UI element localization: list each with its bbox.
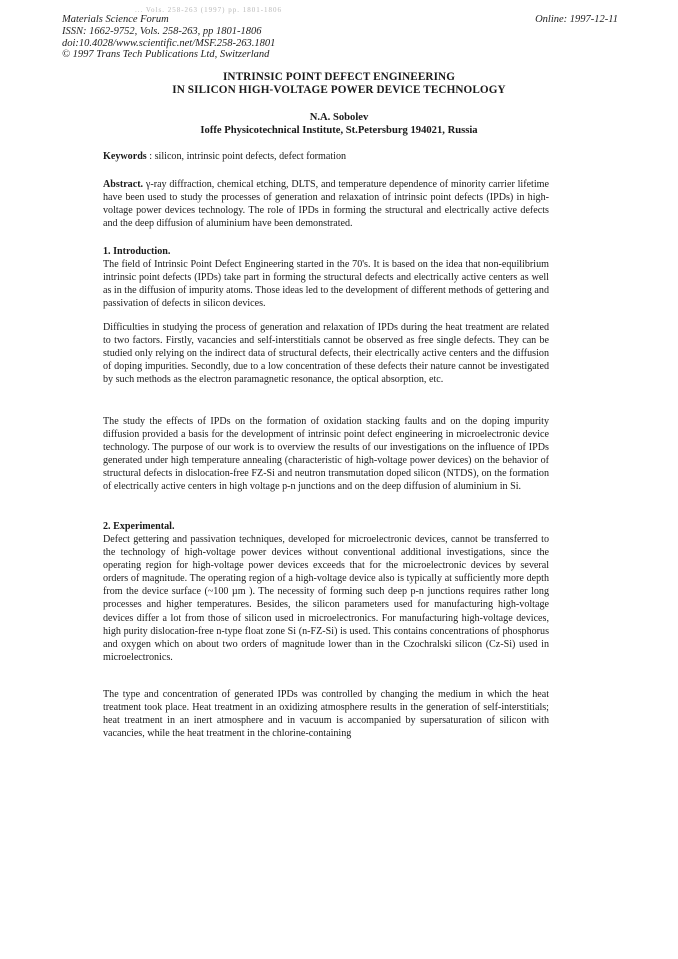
intro-paragraph-2: Difficulties in studying the process of generation and relaxation of IPDs during the heat treatment are related to two factors. Firstly, vacancies and self-interstitials cannot be observed as free single defects. They can be studied only relying on the indirect data of structural defects, their electrically active centers and the diffusion of doping impurities. Secondly, due to a low concentration of these defects their nature cannot be investigated by such methods as the electron paramagnetic resonance, the optical absorption, etc. xyxy=(103,322,549,386)
faint-citation-line: ... Vols. 258-263 (1997) pp. 1801-1806 xyxy=(135,6,283,14)
author-name: N.A. Sobolev xyxy=(309,112,369,123)
online-date: Online: 1997-12-11 xyxy=(535,14,618,25)
journal-name: Materials Science Forum xyxy=(62,14,169,25)
experimental-paragraph-2: The type and concentration of generated IPDs was controlled by changing the medium in which the heat treatment took place. Heat treatment in an oxidizing atmosphere results in the generation of self-interstitials; heat treatment in an inert atmosphere and in vacuum is accompanied by supersaturation of silicon with vacancies, while the heat treatment in the chlorine-containing xyxy=(103,689,549,740)
intro-paragraph-1: The field of Intrinsic Point Defect Engineering started in the 70's. It is based on the idea that non-equilibrium intrinsic point defects (IPDs) take part in forming the structural defects and electrically active centers as well as in the diffusion of impurity atoms. Those ideas led to the development of different methods of gettering and passivation of defects in silicon devices. xyxy=(103,259,549,310)
intro-paragraph-3: The study the effects of IPDs on the formation of oxidation stacking faults and on the doping impurity diffusion provided a basis for the development of intrinsic point defect engineering in microelectronic device technology. The purpose of our work is to overview the results of our investigations on the influence of IPDs generated under high temperature annealing (characteristic of high-voltage power devices) on the behavior of structural defects in dislocation-free FZ-Si and neutron transmutation doped silicon (NTDS), on the formation of electrically active centers in high voltage p-n junctions and on the deep diffusion of aluminium in Si. xyxy=(103,416,549,493)
doi-link[interactable]: doi:10.4028/www.scientific.net/MSF.258-263.1801 xyxy=(62,37,276,49)
author-affiliation: Ioffe Physicotechnical Institute, St.Petersburg 194021, Russia xyxy=(200,125,478,136)
keywords-text: : silicon, intrinsic point defects, defect formation xyxy=(146,151,347,162)
abstract xyxy=(103,178,549,230)
keywords-label: Keywords xyxy=(103,151,147,162)
title-line-1: INTRINSIC POINT DEFECT ENGINEERING xyxy=(222,71,456,83)
section-heading-introduction: 1. Introduction. xyxy=(103,246,171,257)
publication-header xyxy=(62,14,275,61)
keywords xyxy=(103,150,549,163)
copyright-line: © 1997 Trans Tech Publications Ltd, Switzerland xyxy=(62,49,270,61)
paper-title xyxy=(0,71,678,97)
author-block xyxy=(0,111,678,137)
experimental-paragraph-1: Defect gettering and passivation techniques, developed for microelectronic devices, cannot be transferred to the technology of high-voltage power devices without conventional additional investigations, since the operating region for high-voltage power devices exceeds that for the microelectronic devices by several orders of magnitude. The operating region of a high-voltage device also is typically at sufficiently more depth from the device surface (~100 µm ). The necessity of forming such deep p-n junctions requires rather long processes and higher temperatures. Besides, the silicon parameters used for manufacturing high-voltage devices differ a lot from those of silicon used in microelectronics. For manufacturing high-voltage devices, high purity dislocation-free n-type float zone Si (n-FZ-Si) is used. This contains concentrations of phosphorus and oxygen which on about two orders of magnitude lower than in the Czochralski silicon (Cz-Si) used in microelectronics. xyxy=(103,534,549,663)
abstract-text: γ-ray diffraction, chemical etching, DLTS, and temperature dependence of minority carrier lifetime have been used to study the processes of generation and relaxation of intrinsic point defects (IPDs) in high-voltage power devices technology. The role of IPDs in forming the structural and electrically active defects and the deep diffusion of aluminium have been demonstrated. xyxy=(103,179,549,230)
title-line-2: IN SILICON HIGH-VOLTAGE POWER DEVICE TECHNOLOGY xyxy=(172,84,506,96)
issn-line: ISSN: 1662-9752, Vols. 258-263, pp 1801-1806 xyxy=(62,25,262,37)
section-heading-experimental: 2. Experimental. xyxy=(103,521,175,532)
abstract-label: Abstract. xyxy=(103,179,144,190)
